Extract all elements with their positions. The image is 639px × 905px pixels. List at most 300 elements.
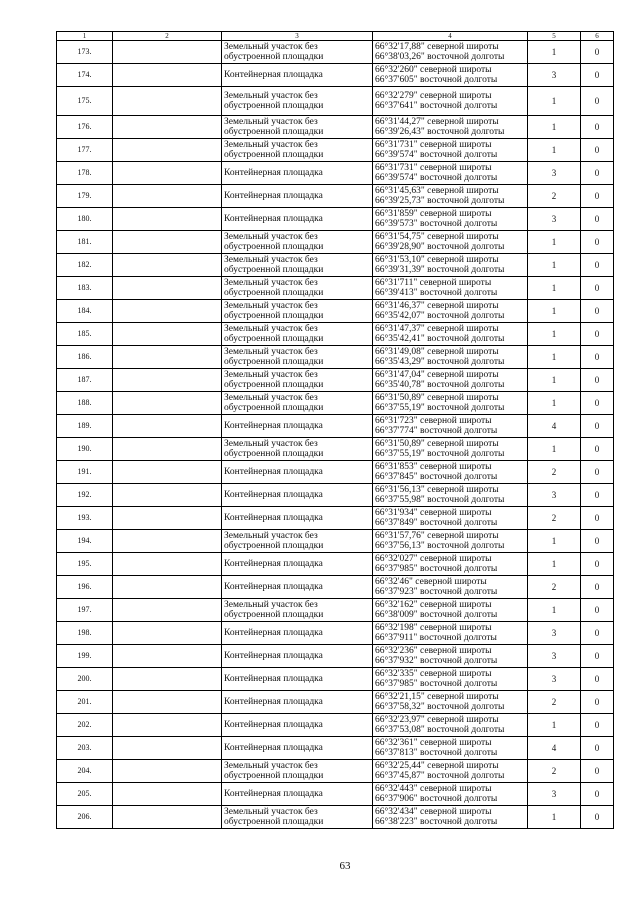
table-row [57, 484, 614, 507]
coordinates-cell [373, 507, 528, 530]
latitude-text: 66°31'853" северной широты [375, 461, 492, 472]
site-type-cell: Контейнерная площадка [222, 162, 373, 185]
empty-cell [113, 691, 222, 714]
coordinates-cell [373, 737, 528, 760]
site-type-cell: Земельный участок без обустроенной площадки [222, 530, 373, 553]
row-number-cell: 175. [57, 87, 113, 116]
column-6-cell: 0 [581, 691, 614, 714]
site-type-cell: Земельный участок без обустроенной площадки [222, 139, 373, 162]
container-count-cell: 1 [528, 139, 581, 162]
column-6-cell: 0 [581, 139, 614, 162]
coordinates-cell [373, 484, 528, 507]
row-number-cell: 190. [57, 438, 113, 461]
latitude-text: 66°32'23,97" северной широты [375, 714, 499, 725]
coordinates-cell [373, 668, 528, 691]
empty-cell [113, 714, 222, 737]
column-6-cell: 0 [581, 668, 614, 691]
empty-cell [113, 64, 222, 87]
latitude-text: 66°32'25,44" северной широты [375, 760, 499, 771]
site-type-cell: Земельный участок без обустроенной площадки [222, 806, 373, 829]
longitude-text: 66°37'906" восточной долготы [375, 794, 498, 804]
table-row [57, 231, 614, 254]
empty-cell [113, 484, 222, 507]
column-6-cell: 0 [581, 87, 614, 116]
latitude-text: 66°32'260" северной широты [375, 64, 492, 75]
site-type-cell: Земельный участок без обустроенной площадки [222, 41, 373, 64]
row-number-cell: 176. [57, 116, 113, 139]
row-number-cell: 205. [57, 783, 113, 806]
latitude-text: 66°31'711" северной широты [375, 277, 492, 288]
longitude-text: 66°37'55,19" восточной долготы [375, 403, 505, 413]
longitude-text: 66°39'574" восточной долготы [375, 173, 498, 183]
row-number-cell: 200. [57, 668, 113, 691]
table-row [57, 415, 614, 438]
table-row [57, 668, 614, 691]
latitude-text: 66°32'434" северной широты [375, 806, 492, 817]
site-type-cell: Контейнерная площадка [222, 737, 373, 760]
column-6-cell: 0 [581, 553, 614, 576]
column-number-row [57, 32, 614, 41]
container-count-cell: 1 [528, 806, 581, 829]
row-number-cell: 199. [57, 645, 113, 668]
table-row [57, 87, 614, 116]
table-row [57, 208, 614, 231]
latitude-text: 66°31'723" северной широты [375, 415, 492, 426]
column-6-cell: 0 [581, 116, 614, 139]
container-count-cell: 2 [528, 576, 581, 599]
site-type-cell: Контейнерная площадка [222, 783, 373, 806]
table-row [57, 806, 614, 829]
column-header-2: 2 [113, 32, 222, 41]
site-type-cell: Контейнерная площадка [222, 668, 373, 691]
container-count-cell: 1 [528, 392, 581, 415]
empty-cell [113, 254, 222, 277]
empty-cell [113, 185, 222, 208]
empty-cell [113, 760, 222, 783]
longitude-text: 66°37'53,08" восточной долготы [375, 725, 505, 735]
latitude-text: 66°32'335" северной широты [375, 668, 492, 679]
site-type-cell: Земельный участок без обустроенной площадки [222, 231, 373, 254]
empty-cell [113, 507, 222, 530]
longitude-text: 66°39'573" восточной долготы [375, 219, 498, 229]
coordinates-cell [373, 783, 528, 806]
table-row [57, 116, 614, 139]
coordinates-cell [373, 208, 528, 231]
row-number-cell: 201. [57, 691, 113, 714]
longitude-text: 66°37'845" восточной долготы [375, 472, 498, 482]
latitude-text: 66°32'027" северной широты [375, 553, 492, 564]
table-row [57, 139, 614, 162]
column-6-cell: 0 [581, 277, 614, 300]
row-number-cell: 177. [57, 139, 113, 162]
table-row [57, 461, 614, 484]
column-6-cell: 0 [581, 208, 614, 231]
latitude-text: 66°31'56,13" северной широты [375, 484, 499, 495]
latitude-text: 66°31'934" северной широты [375, 507, 492, 518]
empty-cell [113, 300, 222, 323]
empty-cell [113, 438, 222, 461]
table-row [57, 760, 614, 783]
row-number-cell: 186. [57, 346, 113, 369]
row-number-cell: 206. [57, 806, 113, 829]
container-count-cell: 1 [528, 323, 581, 346]
row-number-cell: 193. [57, 507, 113, 530]
column-6-cell: 0 [581, 576, 614, 599]
container-count-cell: 1 [528, 41, 581, 64]
empty-cell [113, 392, 222, 415]
container-count-cell: 1 [528, 438, 581, 461]
table-row [57, 392, 614, 415]
longitude-text: 66°35'42,07" восточной долготы [375, 311, 505, 321]
longitude-text: 66°37'985" восточной долготы [375, 679, 498, 689]
latitude-text: 66°32'162" северной широты [375, 599, 492, 610]
column-header-3: 3 [222, 32, 373, 41]
row-number-cell: 188. [57, 392, 113, 415]
row-number-cell: 183. [57, 277, 113, 300]
empty-cell [113, 553, 222, 576]
column-6-cell: 0 [581, 41, 614, 64]
row-number-cell: 178. [57, 162, 113, 185]
container-count-cell: 1 [528, 116, 581, 139]
container-count-cell: 2 [528, 185, 581, 208]
container-count-cell: 4 [528, 415, 581, 438]
site-type-cell: Контейнерная площадка [222, 64, 373, 87]
coordinates-cell [373, 300, 528, 323]
coordinates-cell [373, 277, 528, 300]
empty-cell [113, 668, 222, 691]
latitude-text: 66°31'54,75" северной широты [375, 231, 499, 242]
table-row [57, 300, 614, 323]
column-6-cell: 0 [581, 645, 614, 668]
coordinates-cell [373, 806, 528, 829]
table-row [57, 783, 614, 806]
row-number-cell: 185. [57, 323, 113, 346]
column-6-cell: 0 [581, 622, 614, 645]
longitude-text: 66°39'31,39" восточной долготы [375, 265, 505, 275]
longitude-text: 66°37'813" восточной долготы [375, 748, 498, 758]
container-count-cell: 3 [528, 162, 581, 185]
container-count-cell: 1 [528, 231, 581, 254]
row-number-cell: 182. [57, 254, 113, 277]
row-number-cell: 197. [57, 599, 113, 622]
empty-cell [113, 783, 222, 806]
empty-cell [113, 87, 222, 116]
column-6-cell: 0 [581, 714, 614, 737]
longitude-text: 66°37'985" восточной долготы [375, 564, 498, 574]
table-row [57, 346, 614, 369]
column-6-cell: 0 [581, 254, 614, 277]
site-type-cell: Земельный участок без обустроенной площадки [222, 87, 373, 116]
table-body [57, 41, 614, 829]
empty-cell [113, 346, 222, 369]
column-6-cell: 0 [581, 806, 614, 829]
latitude-text: 66°32'361" северной широты [375, 737, 492, 748]
row-number-cell: 194. [57, 530, 113, 553]
container-count-cell: 3 [528, 668, 581, 691]
table-row [57, 599, 614, 622]
site-type-cell: Земельный участок без обустроенной площадки [222, 323, 373, 346]
coordinates-cell [373, 691, 528, 714]
table-row [57, 714, 614, 737]
container-count-cell: 1 [528, 714, 581, 737]
empty-cell [113, 576, 222, 599]
coordinates-cell [373, 714, 528, 737]
coordinates-cell [373, 139, 528, 162]
column-6-cell: 0 [581, 231, 614, 254]
container-count-cell: 1 [528, 369, 581, 392]
container-count-cell: 1 [528, 599, 581, 622]
table-row [57, 645, 614, 668]
column-header-5: 5 [528, 32, 581, 41]
latitude-text: 66°31'47,04" северной широты [375, 369, 499, 380]
table-row [57, 691, 614, 714]
empty-cell [113, 645, 222, 668]
table-row [57, 507, 614, 530]
longitude-text: 66°35'42,41" восточной долготы [375, 334, 505, 344]
longitude-text: 66°35'40,78" восточной долготы [375, 380, 505, 390]
latitude-text: 66°31'859" северной широты [375, 208, 492, 219]
empty-cell [113, 369, 222, 392]
container-count-cell: 3 [528, 208, 581, 231]
container-count-cell: 3 [528, 783, 581, 806]
coordinates-cell [373, 392, 528, 415]
table-row [57, 277, 614, 300]
coordinates-cell [373, 576, 528, 599]
longitude-text: 66°37'55,98" восточной долготы [375, 495, 505, 505]
site-type-cell: Земельный участок без обустроенной площадки [222, 599, 373, 622]
coordinates-cell [373, 254, 528, 277]
coordinates-cell [373, 162, 528, 185]
site-type-cell: Контейнерная площадка [222, 507, 373, 530]
latitude-text: 66°31'53,10" северной широты [375, 254, 499, 265]
container-count-cell: 1 [528, 530, 581, 553]
site-type-cell: Контейнерная площадка [222, 553, 373, 576]
latitude-text: 66°31'731" северной широты [375, 139, 492, 150]
site-type-cell: Контейнерная площадка [222, 622, 373, 645]
row-number-cell: 187. [57, 369, 113, 392]
row-number-cell: 203. [57, 737, 113, 760]
column-6-cell: 0 [581, 438, 614, 461]
site-type-cell: Земельный участок без обустроенной площадки [222, 346, 373, 369]
column-6-cell: 0 [581, 484, 614, 507]
longitude-text: 66°37'923" восточной долготы [375, 587, 498, 597]
coordinates-cell [373, 87, 528, 116]
column-6-cell: 0 [581, 369, 614, 392]
coordinates-cell [373, 553, 528, 576]
latitude-text: 66°31'57,76" северной широты [375, 530, 499, 541]
row-number-cell: 192. [57, 484, 113, 507]
row-number-cell: 181. [57, 231, 113, 254]
container-count-cell: 2 [528, 507, 581, 530]
row-number-cell: 204. [57, 760, 113, 783]
column-6-cell: 0 [581, 392, 614, 415]
longitude-text: 66°37'849" восточной долготы [375, 518, 498, 528]
longitude-text: 66°39'25,73" восточной долготы [375, 196, 505, 206]
table-row [57, 737, 614, 760]
column-6-cell: 0 [581, 760, 614, 783]
latitude-text: 66°31'44,27" северной широты [375, 116, 499, 127]
latitude-text: 66°32'443" северной широты [375, 783, 492, 794]
longitude-text: 66°37'932" восточной долготы [375, 656, 498, 666]
container-count-cell: 3 [528, 645, 581, 668]
column-6-cell: 0 [581, 162, 614, 185]
row-number-cell: 195. [57, 553, 113, 576]
site-type-cell: Земельный участок без обустроенной площадки [222, 300, 373, 323]
site-type-cell: Земельный участок без обустроенной площадки [222, 369, 373, 392]
table-header [57, 32, 614, 41]
column-header-4: 4 [373, 32, 528, 41]
column-6-cell: 0 [581, 737, 614, 760]
site-type-cell: Контейнерная площадка [222, 185, 373, 208]
longitude-text: 66°37'56,13" восточной долготы [375, 541, 505, 551]
row-number-cell: 198. [57, 622, 113, 645]
coordinates-cell [373, 185, 528, 208]
table-row [57, 254, 614, 277]
empty-cell [113, 806, 222, 829]
empty-cell [113, 737, 222, 760]
empty-cell [113, 277, 222, 300]
empty-cell [113, 415, 222, 438]
container-count-cell: 3 [528, 484, 581, 507]
container-count-cell: 3 [528, 622, 581, 645]
coordinates-cell [373, 346, 528, 369]
coordinates-cell [373, 760, 528, 783]
coordinates-cell [373, 41, 528, 64]
longitude-text: 66°37'641" восточной долготы [375, 101, 498, 111]
table-row [57, 323, 614, 346]
empty-cell [113, 323, 222, 346]
coordinates-cell [373, 599, 528, 622]
longitude-text: 66°37'774" восточной долготы [375, 426, 498, 436]
longitude-text: 66°39'26,43" восточной долготы [375, 127, 505, 137]
latitude-text: 66°32'279" северной широты [375, 90, 492, 101]
site-type-cell: Земельный участок без обустроенной площадки [222, 438, 373, 461]
latitude-text: 66°31'50,89" северной широты [375, 392, 499, 403]
row-number-cell: 174. [57, 64, 113, 87]
container-count-cell: 1 [528, 553, 581, 576]
table-row [57, 369, 614, 392]
row-number-cell: 202. [57, 714, 113, 737]
table-row [57, 41, 614, 64]
site-type-cell: Земельный участок без обустроенной площадки [222, 254, 373, 277]
table-row [57, 438, 614, 461]
longitude-text: 66°39'413" восточной долготы [375, 288, 498, 298]
coordinates-cell [373, 461, 528, 484]
longitude-text: 66°35'43,29" восточной долготы [375, 357, 505, 367]
empty-cell [113, 41, 222, 64]
site-type-cell: Контейнерная площадка [222, 691, 373, 714]
latitude-text: 66°31'45,63" северной широты [375, 185, 499, 196]
column-header-6: 6 [581, 32, 614, 41]
container-count-cell: 1 [528, 300, 581, 323]
longitude-text: 66°38'009" восточной долготы [375, 610, 498, 620]
container-count-cell: 1 [528, 346, 581, 369]
empty-cell [113, 162, 222, 185]
coordinates-cell [373, 369, 528, 392]
row-number-cell: 179. [57, 185, 113, 208]
row-number-cell: 196. [57, 576, 113, 599]
empty-cell [113, 622, 222, 645]
site-type-cell: Контейнерная площадка [222, 461, 373, 484]
site-type-cell: Контейнерная площадка [222, 576, 373, 599]
latitude-text: 66°31'50,89" северной широты [375, 438, 499, 449]
sites-table [56, 31, 614, 829]
latitude-text: 66°31'46,37" северной широты [375, 300, 499, 311]
latitude-text: 66°32'236" северной широты [375, 645, 492, 656]
empty-cell [113, 599, 222, 622]
longitude-text: 66°39'574" восточной долготы [375, 150, 498, 160]
container-count-cell: 3 [528, 64, 581, 87]
latitude-text: 66°31'47,37" северной широты [375, 323, 499, 334]
coordinates-cell [373, 116, 528, 139]
column-header-1: 1 [57, 32, 113, 41]
coordinates-cell [373, 231, 528, 254]
latitude-text: 66°31'731" северной широты [375, 162, 492, 173]
site-type-cell: Контейнерная площадка [222, 208, 373, 231]
site-type-cell: Контейнерная площадка [222, 714, 373, 737]
coordinates-cell [373, 530, 528, 553]
row-number-cell: 184. [57, 300, 113, 323]
container-count-cell: 1 [528, 277, 581, 300]
column-6-cell: 0 [581, 323, 614, 346]
column-6-cell: 0 [581, 783, 614, 806]
container-count-cell: 2 [528, 461, 581, 484]
container-count-cell: 2 [528, 760, 581, 783]
table-row [57, 576, 614, 599]
column-6-cell: 0 [581, 507, 614, 530]
coordinates-cell [373, 64, 528, 87]
row-number-cell: 189. [57, 415, 113, 438]
container-count-cell: 4 [528, 737, 581, 760]
column-6-cell: 0 [581, 64, 614, 87]
row-number-cell: 173. [57, 41, 113, 64]
table-row [57, 530, 614, 553]
container-count-cell: 1 [528, 87, 581, 116]
empty-cell [113, 139, 222, 162]
column-6-cell: 0 [581, 415, 614, 438]
empty-cell [113, 231, 222, 254]
site-type-cell: Контейнерная площадка [222, 415, 373, 438]
table-row [57, 553, 614, 576]
site-type-cell: Земельный участок без обустроенной площадки [222, 392, 373, 415]
empty-cell [113, 116, 222, 139]
site-type-cell: Земельный участок без обустроенной площадки [222, 277, 373, 300]
column-6-cell: 0 [581, 346, 614, 369]
longitude-text: 66°37'55,19" восточной долготы [375, 449, 505, 459]
longitude-text: 66°38'223" восточной долготы [375, 817, 498, 827]
page-number: 63 [339, 860, 351, 872]
container-count-cell: 2 [528, 691, 581, 714]
latitude-text: 66°32'46" северной широты [375, 576, 487, 587]
table-row [57, 185, 614, 208]
column-6-cell: 0 [581, 300, 614, 323]
latitude-text: 66°31'49,08" северной широты [375, 346, 499, 357]
latitude-text: 66°32'198" северной широты [375, 622, 492, 633]
coordinates-cell [373, 438, 528, 461]
column-6-cell: 0 [581, 461, 614, 484]
coordinates-cell [373, 622, 528, 645]
empty-cell [113, 208, 222, 231]
table-row [57, 64, 614, 87]
site-type-cell: Земельный участок без обустроенной площадки [222, 760, 373, 783]
column-6-cell: 0 [581, 599, 614, 622]
longitude-text: 66°39'28,90" восточной долготы [375, 242, 505, 252]
coordinates-cell [373, 645, 528, 668]
coordinates-cell [373, 323, 528, 346]
longitude-text: 66°37'911" восточной долготы [375, 633, 497, 643]
longitude-text: 66°37'45,87" восточной долготы [375, 771, 505, 781]
row-number-cell: 180. [57, 208, 113, 231]
